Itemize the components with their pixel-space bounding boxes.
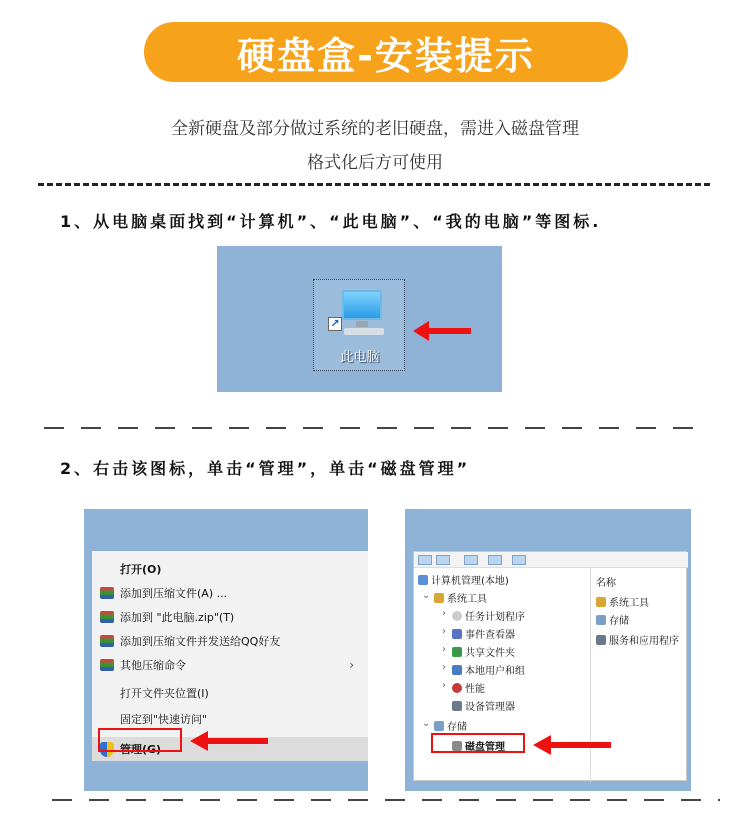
chevron-right-icon[interactable]: › [442, 644, 446, 655]
chevron-down-icon[interactable]: ⌄ [422, 590, 431, 601]
red-arrow-icon [533, 735, 613, 755]
tree-item-task-scheduler[interactable]: 任务计划程序 [452, 608, 525, 623]
divider [44, 427, 710, 429]
tree-item-system-tools[interactable]: 系统工具 [434, 590, 487, 605]
menu-item-other-compress[interactable]: 其他压缩命令 › [92, 653, 368, 677]
intro-line-2: 格式化后方可使用 [307, 153, 443, 173]
tree-item-event-viewer[interactable]: 事件查看器 [452, 626, 515, 641]
tree-item-device-manager[interactable]: 设备管理器 [452, 698, 515, 713]
archive-icon [100, 611, 114, 623]
chevron-down-icon[interactable]: ⌄ [422, 718, 431, 729]
tree-item-performance[interactable]: 性能 [452, 680, 485, 695]
desktop-screenshot [217, 246, 502, 392]
tree-item-storage[interactable]: 存储 [434, 718, 467, 733]
chevron-right-icon: › [349, 658, 354, 672]
chevron-right-icon[interactable]: › [442, 608, 446, 619]
chevron-right-icon[interactable]: › [442, 662, 446, 673]
red-arrow-icon [190, 731, 270, 751]
list-item-system-tools[interactable]: 系统工具 [596, 594, 649, 609]
storage-icon [596, 615, 606, 625]
device-manager-icon [452, 701, 462, 711]
title-banner: 硬盘盒-安装提示 [144, 22, 628, 82]
this-pc-label: 此电脑 [340, 350, 380, 365]
archive-icon [100, 659, 114, 671]
list-item-storage[interactable]: 存储 [596, 612, 629, 627]
computer-icon [418, 575, 428, 585]
step-1-text: 1、从电脑桌面找到“计算机”、“此电脑”、“我的电脑”等图标. [60, 212, 602, 231]
toolbar-button[interactable] [464, 555, 478, 565]
services-icon [596, 635, 606, 645]
toolbar-button[interactable] [488, 555, 502, 565]
highlight-box [431, 733, 525, 753]
tree-item-disk-management[interactable]: 磁盘管理 [452, 738, 505, 753]
divider [38, 183, 710, 186]
toolbar [414, 552, 688, 568]
clock-icon [452, 611, 462, 621]
chevron-right-icon[interactable]: › [442, 680, 446, 691]
tools-icon [434, 593, 444, 603]
menu-item-open-folder-location[interactable]: 打开文件夹位置(I) [120, 687, 209, 700]
context-menu-screenshot [84, 509, 368, 791]
shortcut-arrow-icon: ↗ [328, 317, 342, 331]
archive-icon [100, 587, 114, 599]
tools-icon [596, 597, 606, 607]
tree-item-shared-folders[interactable]: 共享文件夹 [452, 644, 515, 659]
menu-item-add-to-zip[interactable]: 添加到 "此电脑.zip"(T) [92, 605, 368, 629]
menu-item-add-to-archive[interactable]: 添加到压缩文件(A) ... [92, 581, 368, 605]
this-pc-desktop-icon[interactable] [313, 279, 405, 371]
forward-button[interactable] [436, 555, 450, 565]
toolbar-button[interactable] [512, 555, 526, 565]
chevron-right-icon[interactable]: › [442, 626, 446, 637]
computer-icon [342, 290, 382, 320]
event-viewer-icon [452, 629, 462, 639]
menu-item-pin-quick-access[interactable]: 固定到"快速访问" [120, 713, 208, 726]
computer-management-screenshot [405, 509, 691, 791]
menu-item-open[interactable]: 打开(O) [120, 563, 162, 576]
list-item-services-applications[interactable]: 服务和应用程序 [596, 632, 679, 647]
tree-item-local-users-groups[interactable]: 本地用户和组 [452, 662, 525, 677]
intro-line-1: 全新硬盘及部分做过系统的老旧硬盘，需进入磁盘管理 [171, 119, 579, 139]
users-icon [452, 665, 462, 675]
highlight-box [98, 728, 182, 752]
menu-item-manage[interactable]: 管理(G) [92, 737, 368, 761]
step-2-text: 2、右击该图标，单击“管理”，单击“磁盘管理” [60, 459, 471, 478]
archive-icon [100, 635, 114, 647]
shared-folder-icon [452, 647, 462, 657]
back-button[interactable] [418, 555, 432, 565]
tree-item-computer-management[interactable]: 计算机管理(本地) [418, 572, 509, 587]
red-arrow-icon [413, 320, 473, 342]
divider [52, 799, 720, 801]
menu-item-archive-send-qq[interactable]: 添加到压缩文件并发送给QQ好友 [92, 629, 368, 653]
column-header-name[interactable]: 名称 [596, 578, 616, 589]
performance-icon [452, 683, 462, 693]
storage-icon [434, 721, 444, 731]
